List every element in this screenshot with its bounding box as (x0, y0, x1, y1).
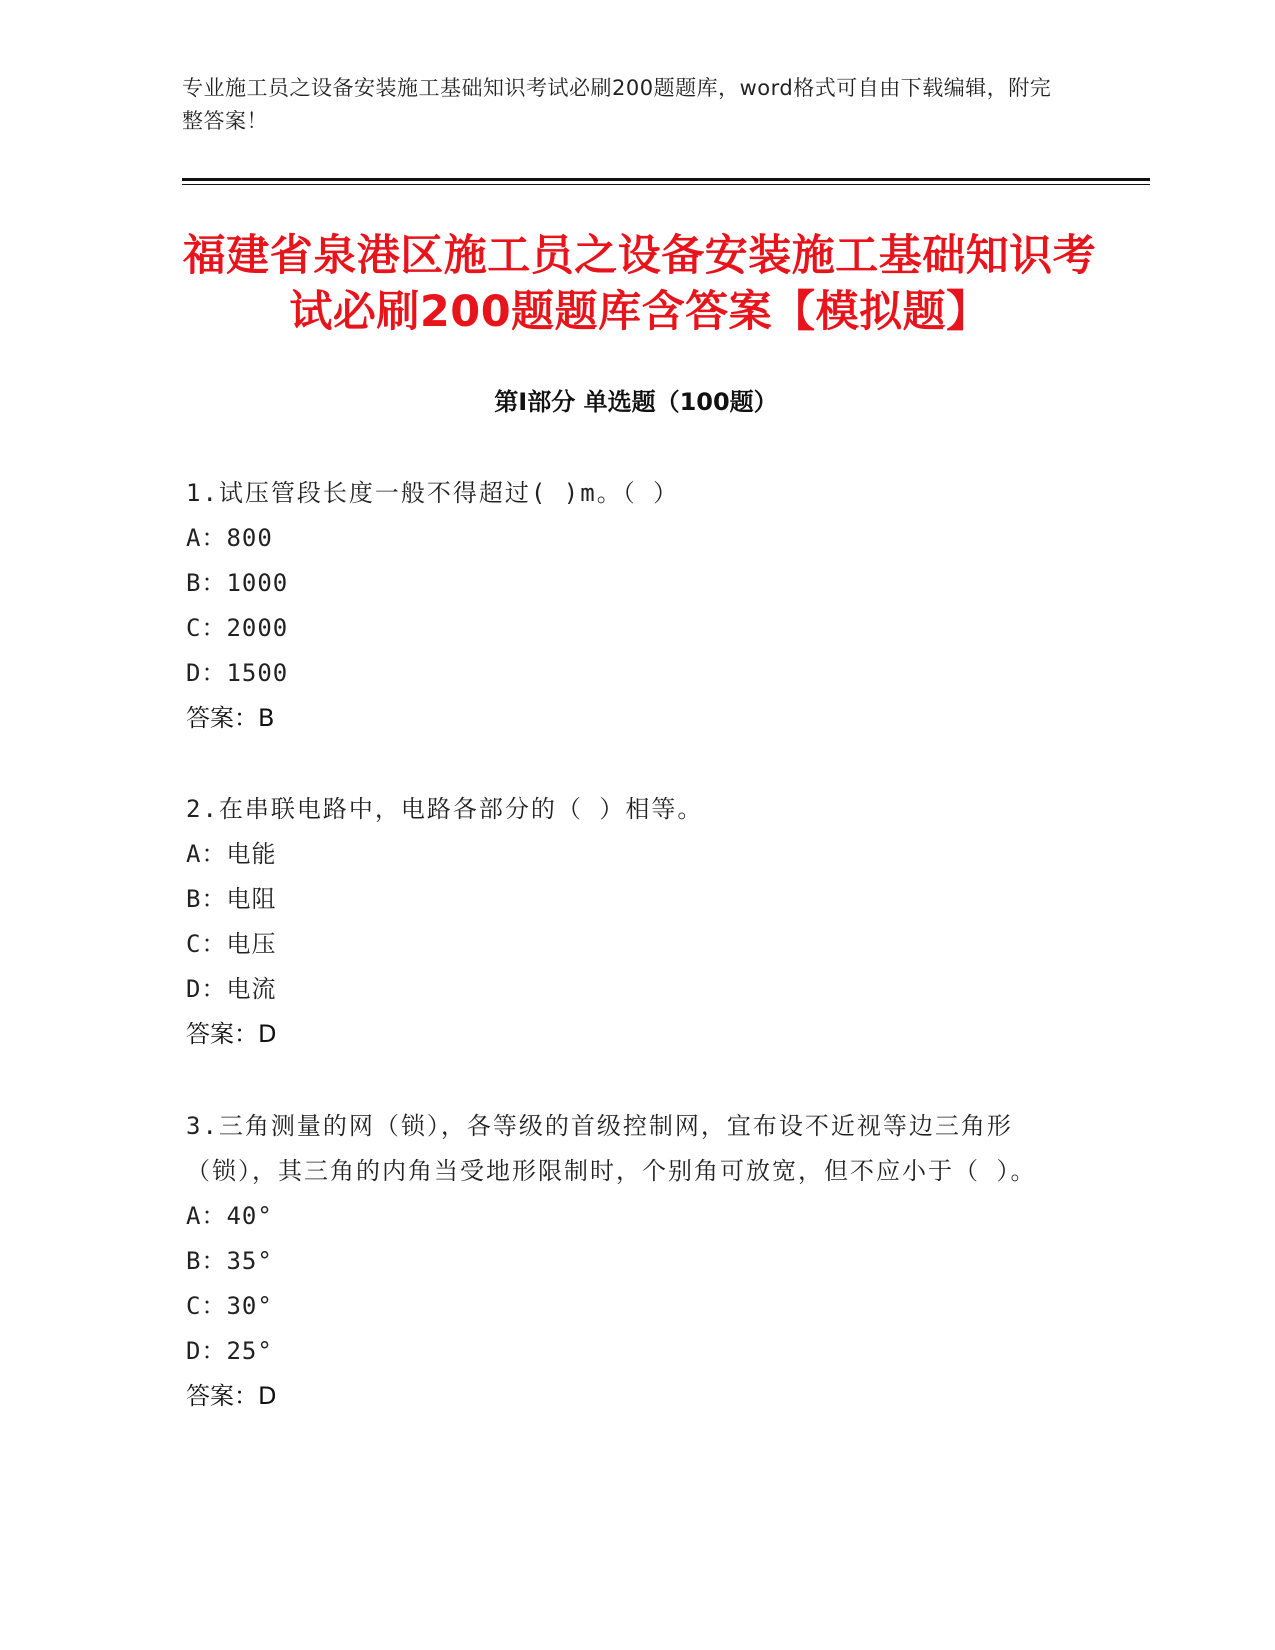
section-heading: 第Ⅰ部分 单选题（100题） (494, 388, 778, 416)
option-a: A：40° (186, 1202, 273, 1230)
answer-line: 答案：B (186, 704, 275, 732)
header-note: 专业施工员之设备安装施工基础知识考试必刷200题题库，word格式可自由下载编辑，附完整答案！ (182, 76, 1052, 133)
option-a: A：电能 (186, 840, 277, 868)
answer-line: 答案：D (186, 1020, 277, 1048)
question-stem: 2.在串联电路中，电路各部分的（ ）相等。 (186, 795, 704, 823)
header-rule-thin (182, 184, 1150, 185)
question-1 (186, 471, 1066, 741)
option-c: C：2000 (186, 614, 289, 642)
header-rule-thick (182, 178, 1150, 181)
question-stem: 3.三角测量的网（锁），各等级的首级控制网，宜布设不近视等边三角形（锁），其三角的内角当受地形限制时，个别角可放宽，但不应小于（ ）。 (186, 1112, 1037, 1185)
option-d: D：25° (186, 1337, 273, 1365)
option-c: C：30° (186, 1292, 273, 1320)
option-c: C：电压 (186, 930, 277, 958)
option-a: A：800 (186, 524, 273, 552)
question-2 (186, 787, 1066, 1057)
question-stem: 1.试压管段长度一般不得超过( )m。（ ） (186, 479, 680, 507)
document-title: 福建省泉港区施工员之设备安装施工基础知识考试必刷200题题库含答案【模拟题】 (182, 231, 1097, 337)
question-3 (186, 1104, 1066, 1419)
option-b: B：35° (186, 1247, 273, 1275)
option-d: D：1500 (186, 659, 289, 687)
option-b: B：1000 (186, 569, 289, 597)
option-b: B：电阻 (186, 885, 277, 913)
option-d: D：电流 (186, 975, 277, 1003)
answer-line: 答案：D (186, 1382, 277, 1410)
